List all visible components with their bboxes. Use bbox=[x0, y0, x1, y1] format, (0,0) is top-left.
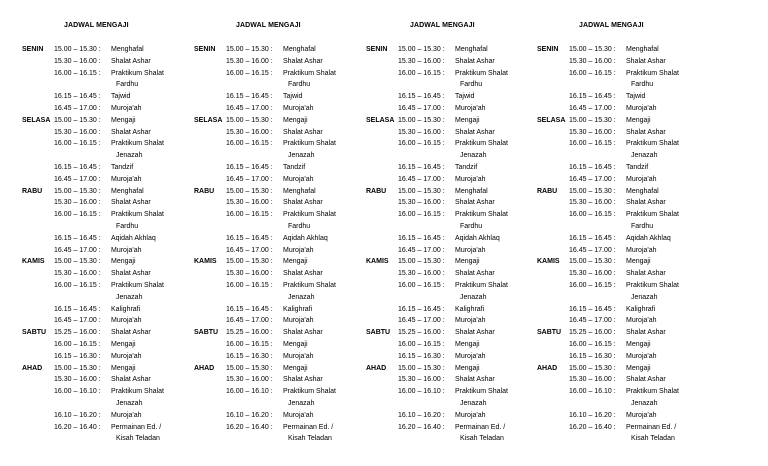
activity: Shalat Ashar bbox=[283, 270, 323, 278]
activity: Muroja'ah bbox=[455, 352, 486, 360]
time-range: 15.30 – 16.00 : bbox=[398, 270, 445, 278]
schedule-title: JADWAL MENGAJI bbox=[410, 22, 475, 29]
time-range: 15.30 – 16.00 : bbox=[226, 270, 273, 278]
time-range: 15.30 – 16.00 : bbox=[569, 128, 616, 136]
day-label: KAMIS bbox=[22, 258, 45, 266]
time-range: 16.00 – 16.15 : bbox=[54, 69, 101, 77]
activity: Fardhu bbox=[288, 223, 311, 230]
activity: Jenazah bbox=[460, 400, 487, 407]
time-range: 15.25 – 16.00 : bbox=[569, 329, 616, 337]
day-label: AHAD bbox=[366, 364, 387, 372]
time-range: 16.15 – 16.45 : bbox=[54, 305, 101, 313]
time-range: 15.00 – 15.30 : bbox=[54, 187, 101, 195]
activity: Kisah Teladan bbox=[631, 435, 675, 443]
activity: Jenazah bbox=[460, 293, 487, 301]
activity: Shalat Ashar bbox=[283, 57, 323, 65]
time-range: 16.00 – 16.15 : bbox=[398, 140, 445, 148]
time-range: 16.00 – 16.15 : bbox=[569, 211, 616, 219]
activity: Shalat Ashar bbox=[455, 270, 495, 278]
time-range: 16.45 – 17.00 : bbox=[226, 175, 273, 183]
activity: Jenazah bbox=[116, 293, 143, 301]
activity: Praktikum Shalat bbox=[455, 140, 508, 148]
time-range: 15.25 – 16.00 : bbox=[226, 329, 273, 337]
activity: Muroja'ah bbox=[626, 352, 657, 360]
time-range: 16.15 – 16.30 : bbox=[569, 352, 616, 360]
activity: Mengaji bbox=[283, 116, 308, 124]
activity: Praktikum Shalat bbox=[111, 211, 164, 219]
activity: Permainan Ed. / bbox=[111, 423, 162, 431]
day-label: KAMIS bbox=[537, 258, 560, 266]
time-range: 15.30 – 16.00 : bbox=[226, 376, 273, 384]
time-range: 16.45 – 17.00 : bbox=[54, 246, 101, 254]
time-range: 15.30 – 16.00 : bbox=[226, 57, 273, 65]
activity: Praktikum Shalat bbox=[455, 211, 508, 219]
activity: Muroja'ah bbox=[283, 411, 314, 419]
activity: Tajwid bbox=[455, 93, 475, 101]
activity: Aqidah Akhlaq bbox=[455, 234, 500, 242]
activity: Muroja'ah bbox=[626, 105, 657, 112]
activity: Shalat Ashar bbox=[626, 128, 666, 136]
activity: Shalat Ashar bbox=[283, 199, 323, 207]
time-range: 16.00 – 16.15 : bbox=[398, 69, 445, 77]
activity: Shalat Ashar bbox=[455, 57, 495, 65]
day-label: KAMIS bbox=[366, 258, 389, 266]
time-range: 15.00 – 15.30 : bbox=[398, 116, 445, 124]
activity: Shalat Ashar bbox=[111, 199, 151, 207]
activity: Jenazah bbox=[288, 293, 315, 301]
activity: Muroja'ah bbox=[111, 105, 142, 112]
day-label: SABTU bbox=[22, 329, 47, 337]
activity: Menghafal bbox=[111, 46, 144, 53]
activity: Muroja'ah bbox=[626, 246, 657, 254]
activity: Menghafal bbox=[626, 187, 659, 195]
time-range: 16.45 – 17.00 : bbox=[226, 317, 273, 325]
day-label: SELASA bbox=[366, 116, 395, 124]
activity: Muroja'ah bbox=[283, 317, 314, 325]
activity: Mengaji bbox=[283, 364, 308, 372]
activity: Mengaji bbox=[111, 258, 136, 266]
activity: Tajwid bbox=[283, 93, 303, 101]
activity: Kalighrafi bbox=[455, 305, 485, 313]
activity: Permainan Ed. / bbox=[626, 423, 677, 431]
activity: Menghafal bbox=[626, 46, 659, 53]
time-range: 16.00 – 16.15 : bbox=[54, 341, 101, 348]
activity: Tandzif bbox=[111, 164, 134, 171]
activity: Praktikum Shalat bbox=[111, 282, 164, 289]
activity: Shalat Ashar bbox=[455, 376, 495, 384]
time-range: 16.15 – 16.45 : bbox=[226, 305, 273, 313]
activity: Aqidah Akhlaq bbox=[626, 234, 671, 242]
activity: Praktikum Shalat bbox=[626, 140, 679, 148]
time-range: 15.30 – 16.00 : bbox=[398, 57, 445, 65]
activity: Fardhu bbox=[631, 81, 654, 89]
time-range: 15.30 – 16.00 : bbox=[398, 199, 445, 207]
time-range: 16.15 – 16.30 : bbox=[398, 352, 445, 360]
time-range: 16.15 – 16.45 : bbox=[398, 164, 445, 171]
activity: Shalat Ashar bbox=[455, 128, 495, 136]
time-range: 15.30 – 16.00 : bbox=[226, 128, 273, 136]
time-range: 15.00 – 15.30 : bbox=[569, 46, 616, 53]
time-range: 16.15 – 16.45 : bbox=[569, 164, 616, 171]
activity: Aqidah Akhlaq bbox=[283, 234, 328, 242]
activity: Fardhu bbox=[116, 223, 139, 230]
day-label: RABU bbox=[22, 187, 43, 195]
time-range: 15.30 – 16.00 : bbox=[569, 57, 616, 65]
activity: Praktikum Shalat bbox=[626, 282, 679, 289]
time-range: 15.00 – 15.30 : bbox=[54, 46, 101, 53]
activity: Praktikum Shalat bbox=[283, 140, 336, 148]
activity: Muroja'ah bbox=[111, 411, 142, 419]
activity: Permainan Ed. / bbox=[455, 423, 506, 431]
time-range: 16.00 – 16.15 : bbox=[569, 282, 616, 289]
activity: Mengaji bbox=[626, 364, 651, 372]
time-range: 16.45 – 17.00 : bbox=[226, 246, 273, 254]
activity: Kisah Teladan bbox=[288, 435, 332, 443]
time-range: 16.20 – 16.40 : bbox=[569, 423, 616, 431]
activity: Shalat Ashar bbox=[111, 128, 151, 136]
time-range: 16.00 – 16.10 : bbox=[569, 388, 616, 396]
activity: Praktikum Shalat bbox=[111, 140, 164, 148]
activity: Jenazah bbox=[116, 400, 143, 407]
activity: Kalighrafi bbox=[111, 305, 141, 313]
activity: Muroja'ah bbox=[626, 411, 657, 419]
activity: Mengaji bbox=[455, 364, 480, 372]
time-range: 16.15 – 16.45 : bbox=[398, 93, 445, 101]
day-label: RABU bbox=[366, 187, 387, 195]
activity: Mengaji bbox=[111, 364, 136, 372]
activity: Jenazah bbox=[631, 152, 658, 160]
time-range: 16.15 – 16.45 : bbox=[226, 164, 273, 171]
activity: Muroja'ah bbox=[455, 246, 486, 254]
day-label: AHAD bbox=[22, 364, 43, 372]
time-range: 16.00 – 16.15 : bbox=[398, 211, 445, 219]
time-range: 16.00 – 16.15 : bbox=[226, 140, 273, 148]
time-range: 16.00 – 16.15 : bbox=[569, 341, 616, 348]
schedule-column bbox=[537, 0, 712, 466]
activity: Tajwid bbox=[111, 93, 131, 101]
activity: Mengaji bbox=[455, 116, 480, 124]
activity: Muroja'ah bbox=[111, 175, 142, 183]
time-range: 15.00 – 15.30 : bbox=[226, 116, 273, 124]
time-range: 16.00 – 16.10 : bbox=[226, 388, 273, 396]
time-range: 16.15 – 16.30 : bbox=[54, 352, 101, 360]
time-range: 16.45 – 17.00 : bbox=[569, 317, 616, 325]
time-range: 15.00 – 15.30 : bbox=[569, 258, 616, 266]
time-range: 16.15 – 16.45 : bbox=[54, 234, 101, 242]
activity: Mengaji bbox=[283, 341, 308, 348]
activity: Praktikum Shalat bbox=[455, 69, 508, 77]
schedule-title: JADWAL MENGAJI bbox=[64, 22, 129, 29]
time-range: 16.15 – 16.45 : bbox=[226, 234, 273, 242]
time-range: 16.00 – 16.10 : bbox=[398, 388, 445, 396]
time-range: 15.25 – 16.00 : bbox=[398, 329, 445, 337]
activity: Shalat Ashar bbox=[111, 270, 151, 278]
activity: Shalat Ashar bbox=[111, 57, 151, 65]
activity: Mengaji bbox=[455, 341, 480, 348]
time-range: 16.45 – 17.00 : bbox=[569, 175, 616, 183]
time-range: 15.30 – 16.00 : bbox=[569, 199, 616, 207]
schedule-column bbox=[22, 0, 197, 466]
activity: Muroja'ah bbox=[283, 352, 314, 360]
day-label: SELASA bbox=[194, 116, 223, 124]
time-range: 15.30 – 16.00 : bbox=[226, 199, 273, 207]
time-range: 15.30 – 16.00 : bbox=[569, 376, 616, 384]
activity: Shalat Ashar bbox=[455, 199, 495, 207]
time-range: 16.10 – 16.20 : bbox=[569, 411, 616, 419]
time-range: 16.20 – 16.40 : bbox=[226, 423, 273, 431]
time-range: 16.15 – 16.30 : bbox=[226, 352, 273, 360]
activity: Menghafal bbox=[283, 46, 316, 53]
activity: Shalat Ashar bbox=[455, 329, 495, 337]
activity: Shalat Ashar bbox=[626, 376, 666, 384]
activity: Kalighrafi bbox=[626, 305, 656, 313]
time-range: 16.45 – 17.00 : bbox=[398, 175, 445, 183]
time-range: 16.15 – 16.45 : bbox=[398, 234, 445, 242]
activity: Jenazah bbox=[631, 400, 658, 407]
time-range: 16.00 – 16.15 : bbox=[54, 140, 101, 148]
time-range: 15.30 – 16.00 : bbox=[54, 199, 101, 207]
activity: Praktikum Shalat bbox=[626, 211, 679, 219]
activity: Muroja'ah bbox=[111, 246, 142, 254]
time-range: 16.00 – 16.15 : bbox=[398, 282, 445, 289]
activity: Praktikum Shalat bbox=[626, 69, 679, 77]
activity: Mengaji bbox=[283, 258, 308, 266]
time-range: 16.45 – 17.00 : bbox=[398, 317, 445, 325]
day-label: SENIN bbox=[537, 46, 559, 53]
time-range: 16.10 – 16.20 : bbox=[54, 411, 101, 419]
activity: Muroja'ah bbox=[626, 175, 657, 183]
time-range: 15.00 – 15.30 : bbox=[54, 258, 101, 266]
activity: Praktikum Shalat bbox=[283, 388, 336, 396]
activity: Praktikum Shalat bbox=[111, 69, 164, 77]
activity: Muroja'ah bbox=[455, 105, 486, 112]
time-range: 15.30 – 16.00 : bbox=[398, 376, 445, 384]
time-range: 16.15 – 16.45 : bbox=[569, 234, 616, 242]
activity: Shalat Ashar bbox=[626, 270, 666, 278]
time-range: 16.00 – 16.15 : bbox=[54, 211, 101, 219]
day-label: SABTU bbox=[537, 329, 562, 337]
activity: Praktikum Shalat bbox=[626, 388, 679, 396]
time-range: 15.30 – 16.00 : bbox=[569, 270, 616, 278]
activity: Muroja'ah bbox=[455, 175, 486, 183]
schedule-column bbox=[366, 0, 541, 466]
time-range: 15.30 – 16.00 : bbox=[54, 270, 101, 278]
time-range: 15.00 – 15.30 : bbox=[226, 46, 273, 53]
activity: Muroja'ah bbox=[111, 352, 142, 360]
activity: Praktikum Shalat bbox=[283, 282, 336, 289]
activity: Muroja'ah bbox=[283, 246, 314, 254]
schedule-title: JADWAL MENGAJI bbox=[236, 22, 301, 29]
activity: Praktikum Shalat bbox=[455, 282, 508, 289]
activity: Muroja'ah bbox=[283, 105, 314, 112]
activity: Jenazah bbox=[116, 152, 143, 160]
time-range: 16.00 – 16.15 : bbox=[569, 140, 616, 148]
time-range: 15.00 – 15.30 : bbox=[226, 258, 273, 266]
activity: Mengaji bbox=[455, 258, 480, 266]
time-range: 16.45 – 17.00 : bbox=[398, 105, 445, 112]
time-range: 16.45 – 17.00 : bbox=[54, 317, 101, 325]
activity: Praktikum Shalat bbox=[283, 69, 336, 77]
activity: Tandzif bbox=[283, 164, 306, 171]
activity: Mengaji bbox=[626, 116, 651, 124]
time-range: 16.00 – 16.15 : bbox=[226, 211, 273, 219]
day-label: SELASA bbox=[537, 116, 566, 124]
time-range: 15.00 – 15.30 : bbox=[398, 46, 445, 53]
time-range: 16.00 – 16.15 : bbox=[398, 341, 445, 348]
time-range: 16.15 – 16.45 : bbox=[54, 93, 101, 101]
activity: Muroja'ah bbox=[111, 317, 142, 325]
activity: Tandzif bbox=[626, 164, 649, 171]
time-range: 16.00 – 16.10 : bbox=[54, 388, 101, 396]
activity: Kalighrafi bbox=[283, 305, 313, 313]
day-label: SELASA bbox=[22, 116, 51, 124]
activity: Shalat Ashar bbox=[626, 199, 666, 207]
time-range: 16.00 – 16.15 : bbox=[54, 282, 101, 289]
activity: Fardhu bbox=[460, 81, 483, 89]
activity: Shalat Ashar bbox=[283, 128, 323, 136]
activity: Muroja'ah bbox=[455, 411, 486, 419]
activity: Menghafal bbox=[111, 187, 144, 195]
activity: Fardhu bbox=[116, 81, 139, 89]
activity: Shalat Ashar bbox=[283, 329, 323, 337]
day-label: SENIN bbox=[194, 46, 216, 53]
time-range: 16.45 – 17.00 : bbox=[54, 175, 101, 183]
time-range: 15.00 – 15.30 : bbox=[569, 116, 616, 124]
activity: Menghafal bbox=[455, 46, 488, 53]
time-range: 16.00 – 16.15 : bbox=[226, 282, 273, 289]
activity: Menghafal bbox=[283, 187, 316, 195]
time-range: 16.45 – 17.00 : bbox=[398, 246, 445, 254]
time-range: 16.45 – 17.00 : bbox=[569, 246, 616, 254]
activity: Mengaji bbox=[111, 341, 136, 348]
day-label: KAMIS bbox=[194, 258, 217, 266]
time-range: 16.45 – 17.00 : bbox=[226, 105, 273, 112]
time-range: 16.20 – 16.40 : bbox=[398, 423, 445, 431]
time-range: 16.15 – 16.45 : bbox=[569, 305, 616, 313]
schedule-title: JADWAL MENGAJI bbox=[579, 22, 644, 29]
day-label: AHAD bbox=[194, 364, 215, 372]
time-range: 16.00 – 16.15 : bbox=[569, 69, 616, 77]
time-range: 16.15 – 16.45 : bbox=[54, 164, 101, 171]
activity: Fardhu bbox=[288, 81, 311, 89]
time-range: 15.00 – 15.30 : bbox=[54, 116, 101, 124]
schedule-column bbox=[194, 0, 369, 466]
time-range: 15.30 – 16.00 : bbox=[54, 57, 101, 65]
time-range: 15.00 – 15.30 : bbox=[398, 258, 445, 266]
time-range: 16.10 – 16.20 : bbox=[398, 411, 445, 419]
activity: Menghafal bbox=[455, 187, 488, 195]
activity: Shalat Ashar bbox=[111, 376, 151, 384]
activity: Kisah Teladan bbox=[116, 435, 160, 443]
activity: Tandzif bbox=[455, 164, 478, 171]
activity: Shalat Ashar bbox=[626, 57, 666, 65]
activity: Aqidah Akhlaq bbox=[111, 234, 156, 242]
activity: Tajwid bbox=[626, 93, 646, 101]
day-label: SENIN bbox=[366, 46, 388, 53]
time-range: 15.00 – 15.30 : bbox=[226, 364, 273, 372]
activity: Mengaji bbox=[626, 258, 651, 266]
activity: Shalat Ashar bbox=[626, 329, 666, 337]
day-label: AHAD bbox=[537, 364, 558, 372]
activity: Muroja'ah bbox=[455, 317, 486, 325]
time-range: 16.10 – 16.20 : bbox=[226, 411, 273, 419]
time-range: 15.30 – 16.00 : bbox=[398, 128, 445, 136]
time-range: 16.00 – 16.15 : bbox=[226, 69, 273, 77]
time-range: 16.15 – 16.45 : bbox=[569, 93, 616, 101]
time-range: 15.00 – 15.30 : bbox=[398, 364, 445, 372]
activity: Praktikum Shalat bbox=[283, 211, 336, 219]
activity: Praktikum Shalat bbox=[111, 388, 164, 396]
activity: Muroja'ah bbox=[283, 175, 314, 183]
time-range: 16.45 – 17.00 : bbox=[569, 105, 616, 112]
time-range: 15.00 – 15.30 : bbox=[54, 364, 101, 372]
activity: Mengaji bbox=[111, 116, 136, 124]
time-range: 16.20 – 16.40 : bbox=[54, 423, 101, 431]
activity: Shalat Ashar bbox=[283, 376, 323, 384]
time-range: 16.00 – 16.15 : bbox=[226, 341, 273, 348]
day-label: SABTU bbox=[366, 329, 391, 337]
day-label: SABTU bbox=[194, 329, 219, 337]
activity: Shalat Ashar bbox=[111, 329, 151, 337]
time-range: 15.30 – 16.00 : bbox=[54, 128, 101, 136]
time-range: 15.00 – 15.30 : bbox=[569, 187, 616, 195]
activity: Praktikum Shalat bbox=[455, 388, 508, 396]
activity: Fardhu bbox=[460, 223, 483, 230]
activity: Permainan Ed. / bbox=[283, 423, 334, 431]
activity: Mengaji bbox=[626, 341, 651, 348]
time-range: 15.30 – 16.00 : bbox=[54, 376, 101, 384]
time-range: 16.15 – 16.45 : bbox=[398, 305, 445, 313]
day-label: SENIN bbox=[22, 46, 44, 53]
time-range: 15.00 – 15.30 : bbox=[569, 364, 616, 372]
activity: Kisah Teladan bbox=[460, 435, 504, 443]
activity: Jenazah bbox=[631, 293, 658, 301]
time-range: 16.45 – 17.00 : bbox=[54, 105, 101, 112]
day-label: RABU bbox=[537, 187, 558, 195]
activity: Jenazah bbox=[288, 152, 315, 160]
time-range: 16.15 – 16.45 : bbox=[226, 93, 273, 101]
activity: Jenazah bbox=[288, 400, 315, 407]
time-range: 15.00 – 15.30 : bbox=[226, 187, 273, 195]
activity: Fardhu bbox=[631, 223, 654, 230]
activity: Jenazah bbox=[460, 152, 487, 160]
activity: Muroja'ah bbox=[626, 317, 657, 325]
day-label: RABU bbox=[194, 187, 215, 195]
time-range: 15.25 – 16.00 : bbox=[54, 329, 101, 337]
time-range: 15.00 – 15.30 : bbox=[398, 187, 445, 195]
